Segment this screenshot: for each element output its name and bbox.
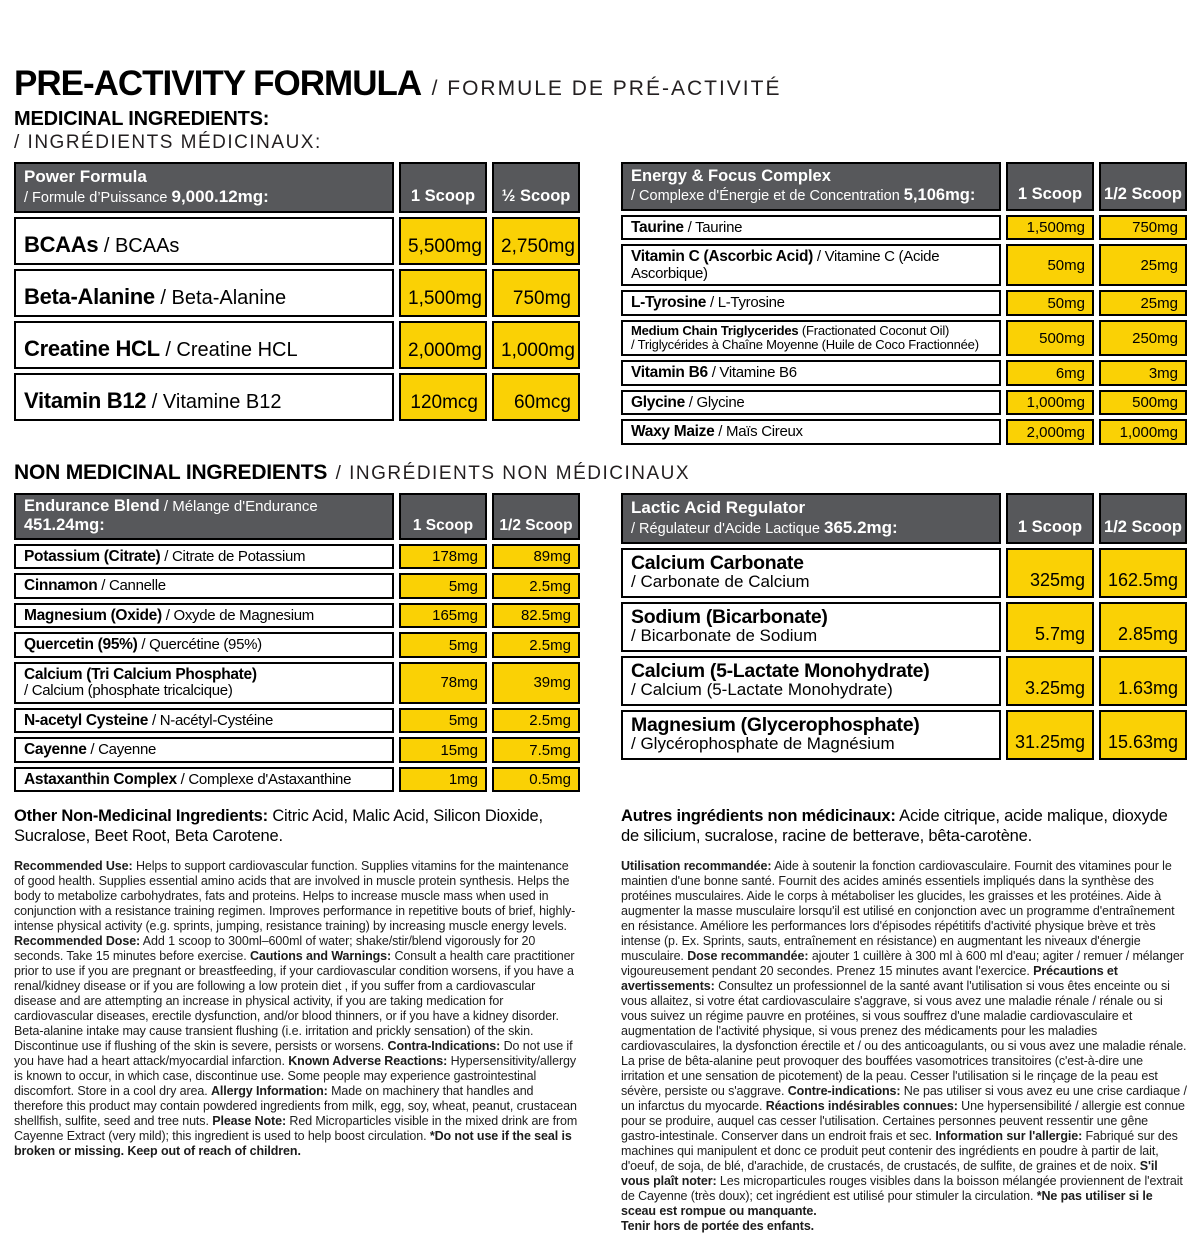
bold-text-run: Utilisation recommandée: <box>621 859 772 874</box>
ingredient-label <box>14 603 394 629</box>
amount-1-scoop: 5mg <box>399 708 487 734</box>
medicinal-tables-row <box>14 162 1187 445</box>
text-run: ajouter 1 cuillère à 300 ml à 600 ml d'eau; agiter / remuer / mélanger vigoureusement pendant 20 secondes. Prenez 15 minutes avant l'exercice. <box>621 949 1184 979</box>
scoop-column-header: ½ Scoop <box>492 162 580 213</box>
bold-text-run: Taurine <box>631 218 684 236</box>
amount-1-scoop: 5mg <box>399 573 487 599</box>
page-title-french: / FORMULE DE PRÉ-ACTIVITÉ <box>431 77 782 100</box>
ingredient-row <box>621 710 1187 760</box>
bold-text-run: Energy & Focus Complex <box>631 166 831 185</box>
table-title <box>14 162 394 213</box>
ingredient-row <box>14 767 580 793</box>
ingredient-row <box>621 290 1187 316</box>
amount-half-scoop: 750mg <box>1099 215 1187 241</box>
scoop-column-header: 1 Scoop <box>1006 493 1094 544</box>
ingredient-label <box>621 548 1001 598</box>
amount-half-scoop: 2.5mg <box>492 708 580 734</box>
ingredient-label <box>14 708 394 734</box>
ingredient-row <box>14 632 580 658</box>
text-run: / Cayenne <box>86 741 157 759</box>
ingredient-row <box>14 321 580 369</box>
table-header-row <box>621 162 1187 211</box>
ingredient-row <box>14 544 580 570</box>
scoop-column-header: 1 Scoop <box>399 493 487 540</box>
text-run: / Formule d’Puissance <box>24 189 172 206</box>
text-run: / Glycine <box>684 393 745 411</box>
text-run: Une hypersensibilité / allergie est connue pour se produire, auquel cas cesser l'utilisation. Certaines personnes peuvent ressentir une gêne gastro-intestinale. Conserver dans un endroit frais et sec. <box>621 1099 1185 1144</box>
ingredient-label <box>14 321 394 369</box>
ingredient-row <box>14 573 580 599</box>
text-run: Acide citrique, acide malique, dioxyde de silicium, sucralose, racine de betterave, bêta-carotène. <box>621 807 1168 846</box>
ingredient-label <box>621 360 1001 386</box>
amount-half-scoop: 2.5mg <box>492 573 580 599</box>
ingredient-label <box>14 269 394 317</box>
text-run: / Vitamine B6 <box>707 364 797 382</box>
table-title <box>14 493 394 540</box>
bold-text-run: 451.24mg: <box>24 515 105 534</box>
ingredient-row <box>621 320 1187 357</box>
bold-text-run: *Do not use if the seal is broken or missing. Keep out of reach of children. <box>14 1129 572 1159</box>
bold-text-run: Known Adverse Reactions: <box>288 1054 448 1069</box>
text-run: / Vitamine C (Acide Ascorbique) <box>631 248 940 282</box>
bold-text-run: Calcium (5-Lactate Monohydrate) <box>631 659 930 682</box>
ingredient-label <box>621 602 1001 652</box>
text-run: / Taurine <box>683 218 743 236</box>
bold-text-run: Power Formula <box>24 166 147 186</box>
bold-text-run: Information sur l'allergie: <box>935 1129 1083 1144</box>
bold-text-run: Quercetin (95%) <box>24 636 138 654</box>
bold-text-run: *Ne pas utiliser si le sceau est rompue ou manquante. <box>621 1189 1153 1219</box>
bold-text-run: Vitamin B6 <box>631 364 708 382</box>
non-medicinal-heading <box>14 461 1187 485</box>
ingredient-label <box>14 632 394 658</box>
other-ingredients-french <box>621 806 1187 846</box>
text-run: / BCAAs <box>98 234 180 257</box>
text-run: Citric Acid, Malic Acid, Silicon Dioxide, Sucralose, Beet Root, Beta Carotene. <box>14 807 543 846</box>
bold-text-run: Beta-Alanine <box>24 283 155 309</box>
text-run: Made on machinery that handles and therefore this product may contain powdered ingredients from milk, egg, soy, wheat, peanut, crustacean shellfish, sulfite, seed and tree nuts. <box>14 1084 577 1129</box>
text-run: / Triglycérides à Chaîne Moyenne (Huile de Coco Fractionnée) <box>631 337 979 353</box>
amount-1-scoop: 31.25mg <box>1006 710 1094 760</box>
text-run: Helps to support cardiovascular function. Supplies vitamins for the maintenance of good health. Supplies essential amino acids that are involved in muscle protein synthesis. Helps the body to metabolize carbohydrates, fats and proteins. Helps to increase muscle mass when used in conjunction with a resistance training regimen. Improves performance in repetitive bouts of brief, highly-intense physical activity (e.g. sprints, jumping, resistance training) by increasing muscle energy levels. <box>14 859 576 934</box>
text-run: Ne pas utiliser si vous avez eu une crise cardiaque / un infarctus du myocarde. <box>621 1084 1187 1114</box>
usage-paragraph-french <box>621 859 1187 1234</box>
bold-text-run: 365.2mg: <box>824 517 898 537</box>
text-run: Les microparticules rouges visibles dans la boisson mélangée proviennent de l'extrait de Cayenne (très doux); cet ingrédient est utilisé pour stimuler la circulation. <box>621 1174 1183 1204</box>
ingredient-row <box>14 662 580 704</box>
bold-text-run: Sodium (Bicarbonate) <box>631 605 828 628</box>
text-run: Red Microparticles visible in the mixed drink are from Cayenne Extract (very mild); this ingredient is used to help boost circulation. <box>14 1114 578 1144</box>
bold-text-run: Réactions indésirables connues: <box>765 1099 958 1114</box>
bold-text-run: 5,106mg: <box>903 185 976 204</box>
bold-text-run: Contre-indications: <box>787 1084 901 1099</box>
bold-text-run: Calcium (Tri Calcium Phosphate) <box>24 665 257 683</box>
ingredient-row <box>621 602 1187 652</box>
ingredient-label <box>621 656 1001 706</box>
amount-half-scoop: 15.63mg <box>1099 710 1187 760</box>
bold-text-run: Recommended Dose: <box>14 934 141 949</box>
text-run: / Complexe d'Énergie et de Concentration <box>631 187 904 204</box>
ingredient-row <box>621 656 1187 706</box>
bold-text-run: Other Non-Medicinal Ingredients: <box>14 807 268 826</box>
scoop-column-header: 1/2 Scoop <box>1099 162 1187 211</box>
non-medicinal-tables-row <box>14 493 1187 793</box>
ingredient-row <box>621 419 1187 445</box>
bold-text-run: Contra-Indications: <box>387 1039 501 1054</box>
amount-1-scoop: 500mg <box>1006 320 1094 357</box>
lactic-acid-regulator-table <box>616 489 1192 764</box>
bold-text-run: 9,000.12mg: <box>171 186 269 206</box>
scoop-column-header: 1/2 Scoop <box>492 493 580 540</box>
amount-1-scoop: 2,000mg <box>399 321 487 369</box>
bold-text-run: Cinnamon <box>24 577 98 595</box>
amount-half-scoop: 162.5mg <box>1099 548 1187 598</box>
amount-half-scoop: 82.5mg <box>492 603 580 629</box>
text-run: Consult a health care practitioner prior to use if you are pregnant or breastfeeding, if your cardiovascular condition worsens, if you have a renal/kidney disease or if you are following a low protein diet , if you suffer from a cardiovascular disease and are attempting an increase in physical activity, if you are taking medication for cardiovascular diseases, erectile dysfunction, and/or blood thinners, or if you have a kidney disorder. Beta-alanine intake may cause transient flushing (i.e. irritation and prickly sensation) of the skin. Discontinue use if flushing of the skin is severe, persists or worsens. <box>14 949 575 1054</box>
ingredient-row <box>14 708 580 734</box>
amount-1-scoop: 120mcg <box>399 373 487 421</box>
amount-1-scoop: 5.7mg <box>1006 602 1094 652</box>
amount-half-scoop: 25mg <box>1099 290 1187 316</box>
amount-half-scoop: 89mg <box>492 544 580 570</box>
amount-half-scoop: 2.85mg <box>1099 602 1187 652</box>
ingredient-label <box>621 419 1001 445</box>
amount-half-scoop: 750mg <box>492 269 580 317</box>
medicinal-ingredients-heading-french: / INGRÉDIENTS MÉDICINAUX: <box>14 132 322 153</box>
bold-text-run: Dose recommandée: <box>687 949 809 964</box>
ingredient-row <box>621 360 1187 386</box>
footer-text-row <box>14 792 1187 1246</box>
energy-focus-complex-table <box>616 158 1192 449</box>
text-run: / Carbonate de Calcium <box>631 571 810 591</box>
amount-1-scoop: 325mg <box>1006 548 1094 598</box>
table-title <box>621 493 1001 544</box>
bold-text-run: Astaxanthin Complex <box>24 770 177 788</box>
text-run: / Glycérophosphate de Magnésium <box>631 733 895 753</box>
non-medicinal-heading-fr: / INGRÉDIENTS NON MÉDICINAUX <box>335 462 691 484</box>
other-ingredients-english <box>14 806 580 846</box>
ingredient-label <box>621 390 1001 416</box>
ingredient-label <box>621 215 1001 241</box>
ingredient-label <box>14 767 394 793</box>
amount-1-scoop: 5mg <box>399 632 487 658</box>
bold-text-run: Précautions et avertissements: <box>621 964 1118 994</box>
endurance-blend-table <box>9 489 585 797</box>
text-run: Consultez un professionnel de la santé avant l'utilisation si vous êtes enceinte ou si vous allaitez, si votre état cardiovasculaire s'aggrave, si vous avez une maladie rénale / rénale ou si vous suivez un régime pauvre en protéines, si vous souffrez d'une maladie cardiovasculaire et augmentation de l'activité physique, si vous prenez des médicaments pour les maladies cardiovasculaires, la dysfonction érectile et / ou des anticoagulants, ou si vous avez une maladie rénale. La prise de bêta-alanine peut provoquer des bouffées vasomotrices transitoires (c'est-à-dire une irritation et une sensation de picotement) de la peau. Cesser l'utilisation si le rinçage de la peau est sévère, persiste ou s'aggrave. <box>621 979 1187 1099</box>
ingredient-label <box>14 737 394 763</box>
bold-text-run: N-acetyl Cysteine <box>24 711 149 729</box>
amount-1-scoop: 1,500mg <box>399 269 487 317</box>
text-run: / Creatine HCL <box>159 338 298 361</box>
amount-1-scoop: 5,500mg <box>399 217 487 265</box>
amount-1-scoop: 1mg <box>399 767 487 793</box>
bold-text-run: Cautions and Warnings: <box>249 949 392 964</box>
amount-half-scoop: 7.5mg <box>492 737 580 763</box>
text-run: Do not use if you have had a heart attack/myocardial infarction. <box>14 1039 573 1069</box>
bold-text-run: Autres ingrédients non médicinaux: <box>621 807 896 826</box>
ingredient-row <box>14 603 580 629</box>
text-run: / Maïs Cireux <box>714 423 803 441</box>
ingredient-label <box>14 662 394 704</box>
ingredient-label <box>14 544 394 570</box>
text-run: / Mélange d'Endurance <box>159 497 318 515</box>
table-header-row <box>14 493 580 540</box>
text-run: Aide à soutenir la fonction cardiovasculaire. Fournit des vitamines pour le maintien d'une bonne santé. Fournit des acides aminés essentiels impliqués dans la synthèse des protéines musculaires. Aide le corps à métaboliser les glucides, les graisses et les protéines. Aide à augmenter la masse musculaire lorsqu'il est utilisé en conjonction avec un programme d'entraînement en résistance. Améliore les performances lors d'épisodes répétitifs d'activité physique brève et très intense (p. Ex. Sprints, sauts, entraînement en résistance) en augmentant les niveaux d'énergie musculaire. <box>621 859 1175 964</box>
ingredient-label <box>621 320 1001 357</box>
bold-text-run: Potassium (Citrate) <box>24 547 161 565</box>
bold-text-run: S'il vous plaît noter: <box>621 1159 1158 1189</box>
amount-half-scoop: 1.63mg <box>1099 656 1187 706</box>
bold-text-run: Glycine <box>631 393 685 411</box>
bold-text-run: Creatine HCL <box>24 335 160 361</box>
amount-half-scoop: 25mg <box>1099 244 1187 286</box>
text-run: Fabriqué sur des machines qui manipulent et donc ce produit peut contenir des ingrédients en poudre à partir de lait, d'oeuf, de soja, de blé, d'arachide, de crustacés, de crustacés, de sulfite, de graines et de noix. <box>621 1129 1178 1174</box>
scoop-column-header: 1 Scoop <box>1006 162 1094 211</box>
amount-1-scoop: 3.25mg <box>1006 656 1094 706</box>
bold-text-run: Allergy Information: <box>210 1084 328 1099</box>
text-run: (Fractionated Coconut Oil) <box>798 322 950 338</box>
ingredient-row <box>14 737 580 763</box>
table-title <box>621 162 1001 211</box>
scoop-column-header: 1/2 Scoop <box>1099 493 1187 544</box>
bold-text-run: Please Note: <box>212 1114 287 1129</box>
ingredient-label <box>621 710 1001 760</box>
amount-half-scoop: 500mg <box>1099 390 1187 416</box>
amount-1-scoop: 78mg <box>399 662 487 704</box>
ingredient-row <box>621 244 1187 286</box>
amount-1-scoop: 50mg <box>1006 290 1094 316</box>
text-run: / Cannelle <box>97 577 166 595</box>
text-run: / L-Tyrosine <box>706 294 785 312</box>
scoop-column-header: 1 Scoop <box>399 162 487 213</box>
table-header-row <box>621 493 1187 544</box>
ingredient-label <box>14 373 394 421</box>
ingredient-row <box>14 373 580 421</box>
amount-half-scoop: 0.5mg <box>492 767 580 793</box>
bold-text-run: Tenir hors de portée des enfants. <box>621 1219 815 1234</box>
text-run: / Complexe d'Astaxanthine <box>176 770 352 788</box>
amount-half-scoop: 2,750mg <box>492 217 580 265</box>
bold-text-run: Waxy Maize <box>631 423 715 441</box>
bold-text-run: BCAAs <box>24 231 99 257</box>
text-run: / Calcium (phosphate tricalcique) <box>24 682 233 700</box>
bold-text-run: Endurance Blend <box>24 496 160 515</box>
title-line <box>14 66 1187 101</box>
bold-text-run: Cayenne <box>24 741 87 759</box>
amount-half-scoop: 3mg <box>1099 360 1187 386</box>
bold-text-run: Vitamin B12 <box>24 387 147 413</box>
bold-text-run: Recommended Use: <box>14 859 133 874</box>
bold-text-run: Magnesium (Glycerophosphate) <box>631 713 920 736</box>
ingredient-label <box>621 244 1001 286</box>
non-medicinal-heading-en: NON MEDICINAL INGREDIENTS <box>14 460 328 484</box>
ingredient-label <box>621 290 1001 316</box>
ingredient-row <box>621 215 1187 241</box>
bold-text-run: Vitamin C (Ascorbic Acid) <box>631 248 813 266</box>
footer-column-french <box>621 792 1187 1246</box>
amount-1-scoop: 1,500mg <box>1006 215 1094 241</box>
amount-1-scoop: 50mg <box>1006 244 1094 286</box>
amount-1-scoop: 165mg <box>399 603 487 629</box>
bold-text-run: L-Tyrosine <box>631 294 707 312</box>
footer-column-english <box>14 792 580 1171</box>
bold-text-run: Lactic Acid Regulator <box>631 497 806 517</box>
bold-text-run: Magnesium (Oxide) <box>24 606 162 624</box>
amount-1-scoop: 2,000mg <box>1006 419 1094 445</box>
power-formula-table <box>9 158 585 425</box>
medicinal-ingredients-heading: MEDICINAL INGREDIENTS: <box>14 108 270 130</box>
amount-half-scoop: 250mg <box>1099 320 1187 357</box>
table-header-row <box>14 162 580 213</box>
amount-half-scoop: 60mcg <box>492 373 580 421</box>
ingredient-row <box>14 217 580 265</box>
amount-half-scoop: 1,000mg <box>492 321 580 369</box>
page-title: PRE-ACTIVITY FORMULA <box>14 64 422 103</box>
text-run: / Régulateur d'Acide Lactique <box>631 520 825 537</box>
amount-half-scoop: 2.5mg <box>492 632 580 658</box>
amount-1-scoop: 6mg <box>1006 360 1094 386</box>
text-run: / Quercétine (95%) <box>137 636 262 654</box>
ingredient-label <box>14 217 394 265</box>
text-run: / N-acétyl-Cystéine <box>148 711 273 729</box>
amount-1-scoop: 178mg <box>399 544 487 570</box>
text-run: / Vitamine B12 <box>146 390 282 413</box>
amount-half-scoop: 1,000mg <box>1099 419 1187 445</box>
text-run: / Oxyde de Magnesium <box>161 606 314 624</box>
ingredient-row <box>621 548 1187 598</box>
amount-half-scoop: 39mg <box>492 662 580 704</box>
text-run: Add 1 scoop to 300ml–600ml of water; shake/stir/blend vigorously for 20 seconds. Take 15 minutes before exercise. <box>14 934 536 964</box>
ingredient-label <box>14 573 394 599</box>
text-run: Hypersensitivity/allergy is known to occur, in which case, discontinue use. Some people may experience gastrointestinal discomfort. Store in a cool dry area. <box>14 1054 577 1099</box>
amount-1-scoop: 15mg <box>399 737 487 763</box>
text-run: / Bicarbonate de Sodium <box>631 625 818 645</box>
amount-1-scoop: 1,000mg <box>1006 390 1094 416</box>
usage-paragraph-english <box>14 859 580 1159</box>
text-run: / Citrate de Potassium <box>160 547 306 565</box>
text-run: / Calcium (5-Lactate Monohydrate) <box>631 679 893 699</box>
ingredient-row <box>14 269 580 317</box>
bold-text-run: Calcium Carbonate <box>631 551 804 574</box>
ingredient-row <box>621 390 1187 416</box>
text-run: / Beta-Alanine <box>154 286 287 309</box>
bold-text-run: Medium Chain Triglycerides <box>631 322 799 338</box>
